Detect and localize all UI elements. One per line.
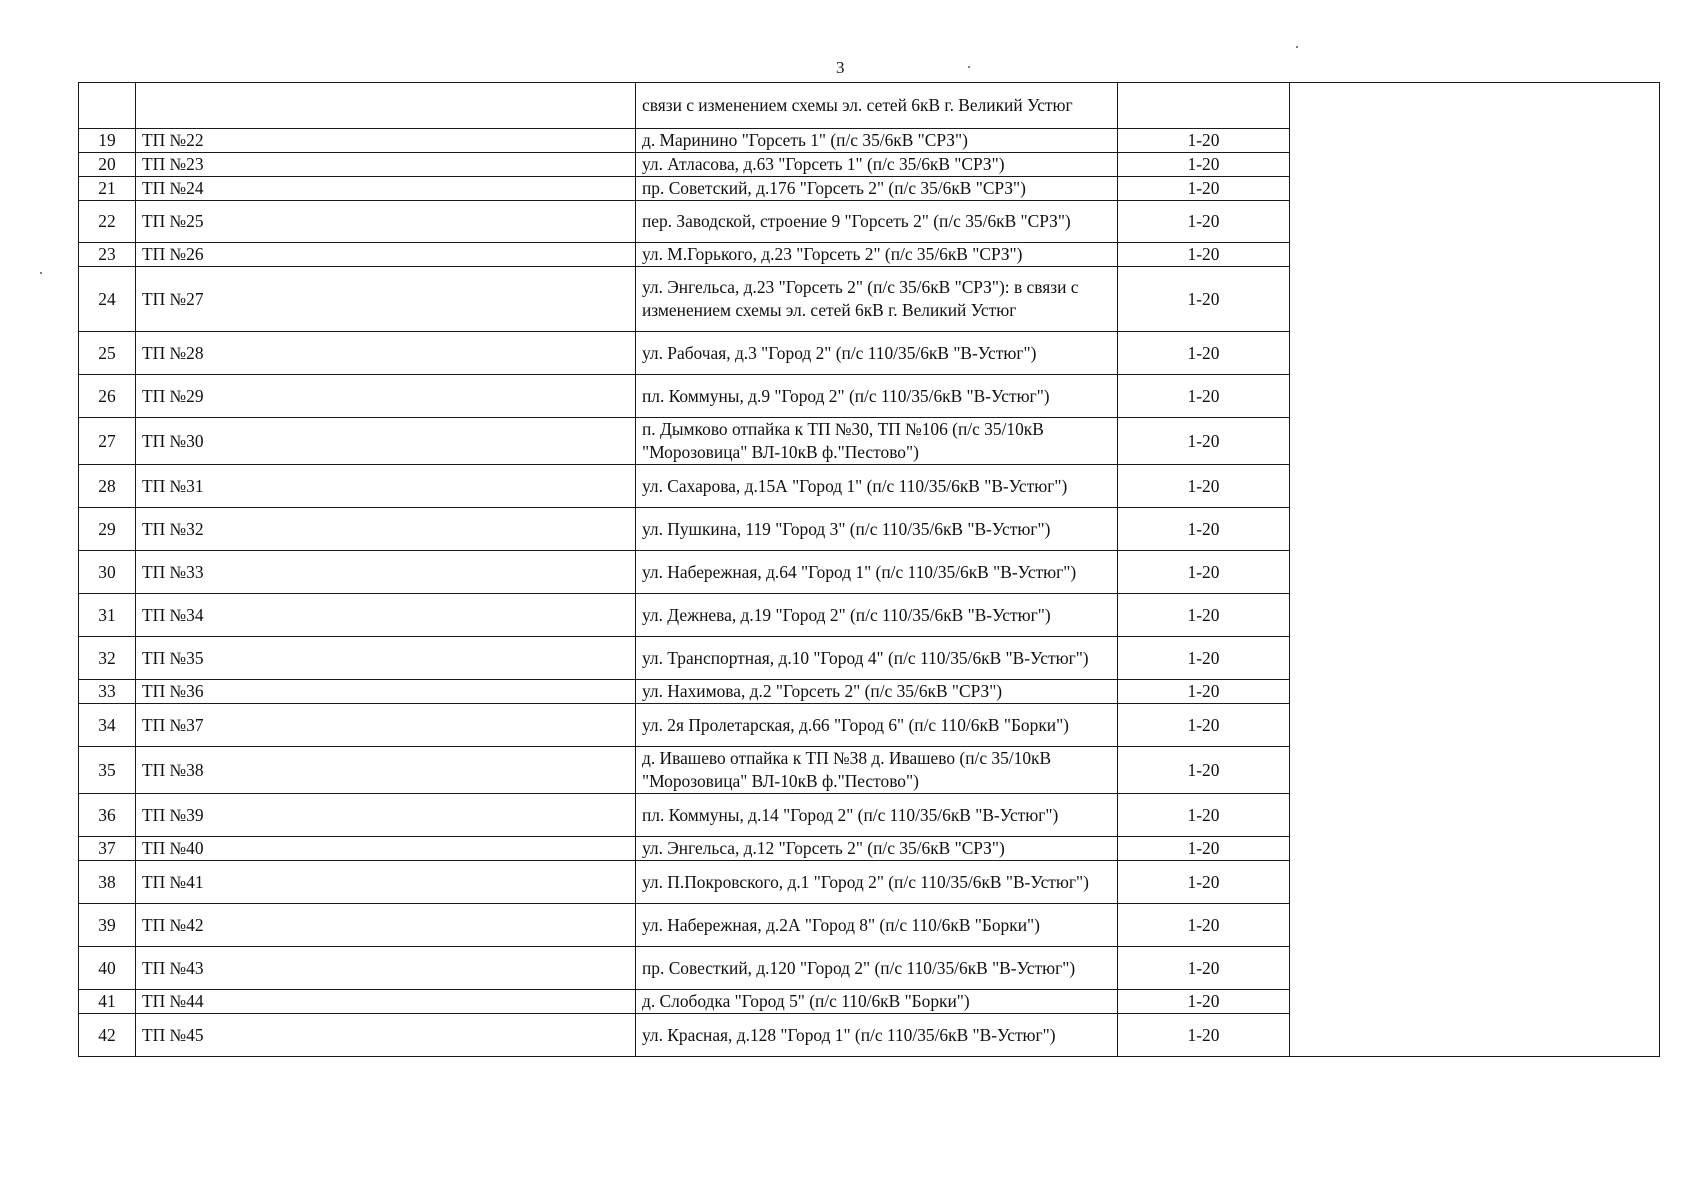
substation-name-cell: ТП №37: [136, 704, 636, 747]
row-number-cell: 26: [79, 375, 136, 418]
outage-time-cell: 1-20: [1118, 837, 1290, 861]
row-number-cell: 39: [79, 904, 136, 947]
substation-name-cell: ТП №42: [136, 904, 636, 947]
address-cell: ул. Набережная, д.2А "Город 8" (п/с 110/6кВ "Борки"): [636, 904, 1118, 947]
outage-time-cell: 1-20: [1118, 551, 1290, 594]
address-cell: пл. Коммуны, д.14 "Город 2" (п/с 110/35/6кВ "В-Устюг"): [636, 794, 1118, 837]
row-number-cell: 24: [79, 267, 136, 332]
outage-time-cell: 1-20: [1118, 794, 1290, 837]
address-cell: ул. М.Горького, д.23 "Горсеть 2" (п/с 35/6кВ "СРЗ"): [636, 243, 1118, 267]
outage-time-cell: 1-20: [1118, 747, 1290, 794]
scan-speck: [968, 66, 970, 68]
row-number-cell: 22: [79, 201, 136, 243]
row-number-cell: 36: [79, 794, 136, 837]
address-cell: ул. Энгельса, д.12 "Горсеть 2" (п/с 35/6кВ "СРЗ"): [636, 837, 1118, 861]
address-cell: пр. Совесткий, д.120 "Город 2" (п/с 110/35/6кВ "В-Устюг"): [636, 947, 1118, 990]
row-number-cell: 34: [79, 704, 136, 747]
substation-name-cell: ТП №22: [136, 129, 636, 153]
row-number-cell: 41: [79, 990, 136, 1014]
address-cell: связи с изменением схемы эл. сетей 6кВ г. Великий Устюг: [636, 83, 1118, 129]
address-cell: ул. Сахарова, д.15А "Город 1" (п/с 110/35/6кВ "В-Устюг"): [636, 465, 1118, 508]
row-number-cell: 30: [79, 551, 136, 594]
row-number-cell: 28: [79, 465, 136, 508]
substation-name-cell: ТП №41: [136, 861, 636, 904]
substation-name-cell: ТП №26: [136, 243, 636, 267]
notes-cell: [1290, 83, 1660, 1057]
address-cell: ул. Дежнева, д.19 "Город 2" (п/с 110/35/6кВ "В-Устюг"): [636, 594, 1118, 637]
address-cell: ул. Транспортная, д.10 "Город 4" (п/с 110/35/6кВ "В-Устюг"): [636, 637, 1118, 680]
outage-time-cell: 1-20: [1118, 861, 1290, 904]
row-number-cell: 21: [79, 177, 136, 201]
substation-name-cell: ТП №44: [136, 990, 636, 1014]
outage-time-cell: 1-20: [1118, 201, 1290, 243]
address-cell: ул. Набережная, д.64 "Город 1" (п/с 110/35/6кВ "В-Устюг"): [636, 551, 1118, 594]
row-number-cell: 29: [79, 508, 136, 551]
outage-time-cell: 1-20: [1118, 465, 1290, 508]
outage-time-cell: 1-20: [1118, 1014, 1290, 1057]
table-row: [79, 83, 1660, 129]
substation-name-cell: ТП №45: [136, 1014, 636, 1057]
address-cell: ул. Пушкина, 119 "Город 3" (п/с 110/35/6кВ "В-Устюг"): [636, 508, 1118, 551]
row-number-cell: 40: [79, 947, 136, 990]
scan-speck: [1296, 46, 1298, 48]
substation-name-cell: [136, 83, 636, 129]
address-cell: ул. П.Покровского, д.1 "Город 2" (п/с 110/35/6кВ "В-Устюг"): [636, 861, 1118, 904]
outage-schedule-table: [78, 82, 1660, 1057]
substation-name-cell: ТП №40: [136, 837, 636, 861]
address-cell: ул. Атласова, д.63 "Горсеть 1" (п/с 35/6кВ "СРЗ"): [636, 153, 1118, 177]
row-number-cell: 25: [79, 332, 136, 375]
outage-time-cell: [1118, 83, 1290, 129]
address-cell: пл. Коммуны, д.9 "Город 2" (п/с 110/35/6кВ "В-Устюг"): [636, 375, 1118, 418]
substation-name-cell: ТП №43: [136, 947, 636, 990]
substation-name-cell: ТП №36: [136, 680, 636, 704]
outage-time-cell: 1-20: [1118, 332, 1290, 375]
address-cell: ул. 2я Пролетарская, д.66 "Город 6" (п/с 110/6кВ "Борки"): [636, 704, 1118, 747]
outage-time-cell: 1-20: [1118, 243, 1290, 267]
substation-name-cell: ТП №27: [136, 267, 636, 332]
row-number-cell: 35: [79, 747, 136, 794]
substation-name-cell: ТП №35: [136, 637, 636, 680]
substation-name-cell: ТП №28: [136, 332, 636, 375]
page-number: 3: [836, 58, 845, 77]
row-number-cell: 32: [79, 637, 136, 680]
address-cell: ул. Красная, д.128 "Город 1" (п/с 110/35/6кВ "В-Устюг"): [636, 1014, 1118, 1057]
outage-time-cell: 1-20: [1118, 594, 1290, 637]
outage-time-cell: 1-20: [1118, 177, 1290, 201]
outage-time-cell: 1-20: [1118, 704, 1290, 747]
outage-time-cell: 1-20: [1118, 153, 1290, 177]
row-number-cell: 37: [79, 837, 136, 861]
address-cell: д. Слободка "Город 5" (п/с 110/6кВ "Борки"): [636, 990, 1118, 1014]
outage-time-cell: 1-20: [1118, 947, 1290, 990]
address-cell: пр. Советский, д.176 "Горсеть 2" (п/с 35/6кВ "СРЗ"): [636, 177, 1118, 201]
outage-time-cell: 1-20: [1118, 375, 1290, 418]
outage-time-cell: 1-20: [1118, 508, 1290, 551]
address-cell: д. Маринино "Горсеть 1" (п/с 35/6кВ "СРЗ"): [636, 129, 1118, 153]
address-cell: ул. Энгельса, д.23 "Горсеть 2" (п/с 35/6кВ "СРЗ"): в связи с изменением схемы эл. сетей 6кВ г. Великий Устюг: [636, 267, 1118, 332]
outage-time-cell: 1-20: [1118, 267, 1290, 332]
address-cell: пер. Заводской, строение 9 "Горсеть 2" (п/с 35/6кВ "СРЗ"): [636, 201, 1118, 243]
outage-time-cell: 1-20: [1118, 904, 1290, 947]
row-number-cell: [79, 83, 136, 129]
substation-name-cell: ТП №25: [136, 201, 636, 243]
row-number-cell: 31: [79, 594, 136, 637]
outage-time-cell: 1-20: [1118, 637, 1290, 680]
substation-name-cell: ТП №33: [136, 551, 636, 594]
outage-time-cell: 1-20: [1118, 418, 1290, 465]
substation-name-cell: ТП №23: [136, 153, 636, 177]
substation-name-cell: ТП №24: [136, 177, 636, 201]
row-number-cell: 33: [79, 680, 136, 704]
outage-time-cell: 1-20: [1118, 680, 1290, 704]
substation-name-cell: ТП №31: [136, 465, 636, 508]
row-number-cell: 19: [79, 129, 136, 153]
row-number-cell: 23: [79, 243, 136, 267]
row-number-cell: 20: [79, 153, 136, 177]
row-number-cell: 27: [79, 418, 136, 465]
address-cell: д. Ивашево отпайка к ТП №38 д. Ивашево (п/с 35/10кВ "Морозовица" ВЛ-10кВ ф."Пестово"): [636, 747, 1118, 794]
substation-name-cell: ТП №29: [136, 375, 636, 418]
scan-speck: [40, 272, 42, 274]
substation-name-cell: ТП №30: [136, 418, 636, 465]
substation-name-cell: ТП №39: [136, 794, 636, 837]
address-cell: ул. Нахимова, д.2 "Горсеть 2" (п/с 35/6кВ "СРЗ"): [636, 680, 1118, 704]
outage-time-cell: 1-20: [1118, 129, 1290, 153]
row-number-cell: 42: [79, 1014, 136, 1057]
outage-time-cell: 1-20: [1118, 990, 1290, 1014]
row-number-cell: 38: [79, 861, 136, 904]
address-cell: п. Дымково отпайка к ТП №30, ТП №106 (п/с 35/10кВ "Морозовица" ВЛ-10кВ ф."Пестово"): [636, 418, 1118, 465]
table-body: [79, 83, 1660, 1057]
substation-name-cell: ТП №38: [136, 747, 636, 794]
substation-name-cell: ТП №32: [136, 508, 636, 551]
substation-name-cell: ТП №34: [136, 594, 636, 637]
address-cell: ул. Рабочая, д.3 "Город 2" (п/с 110/35/6кВ "В-Устюг"): [636, 332, 1118, 375]
